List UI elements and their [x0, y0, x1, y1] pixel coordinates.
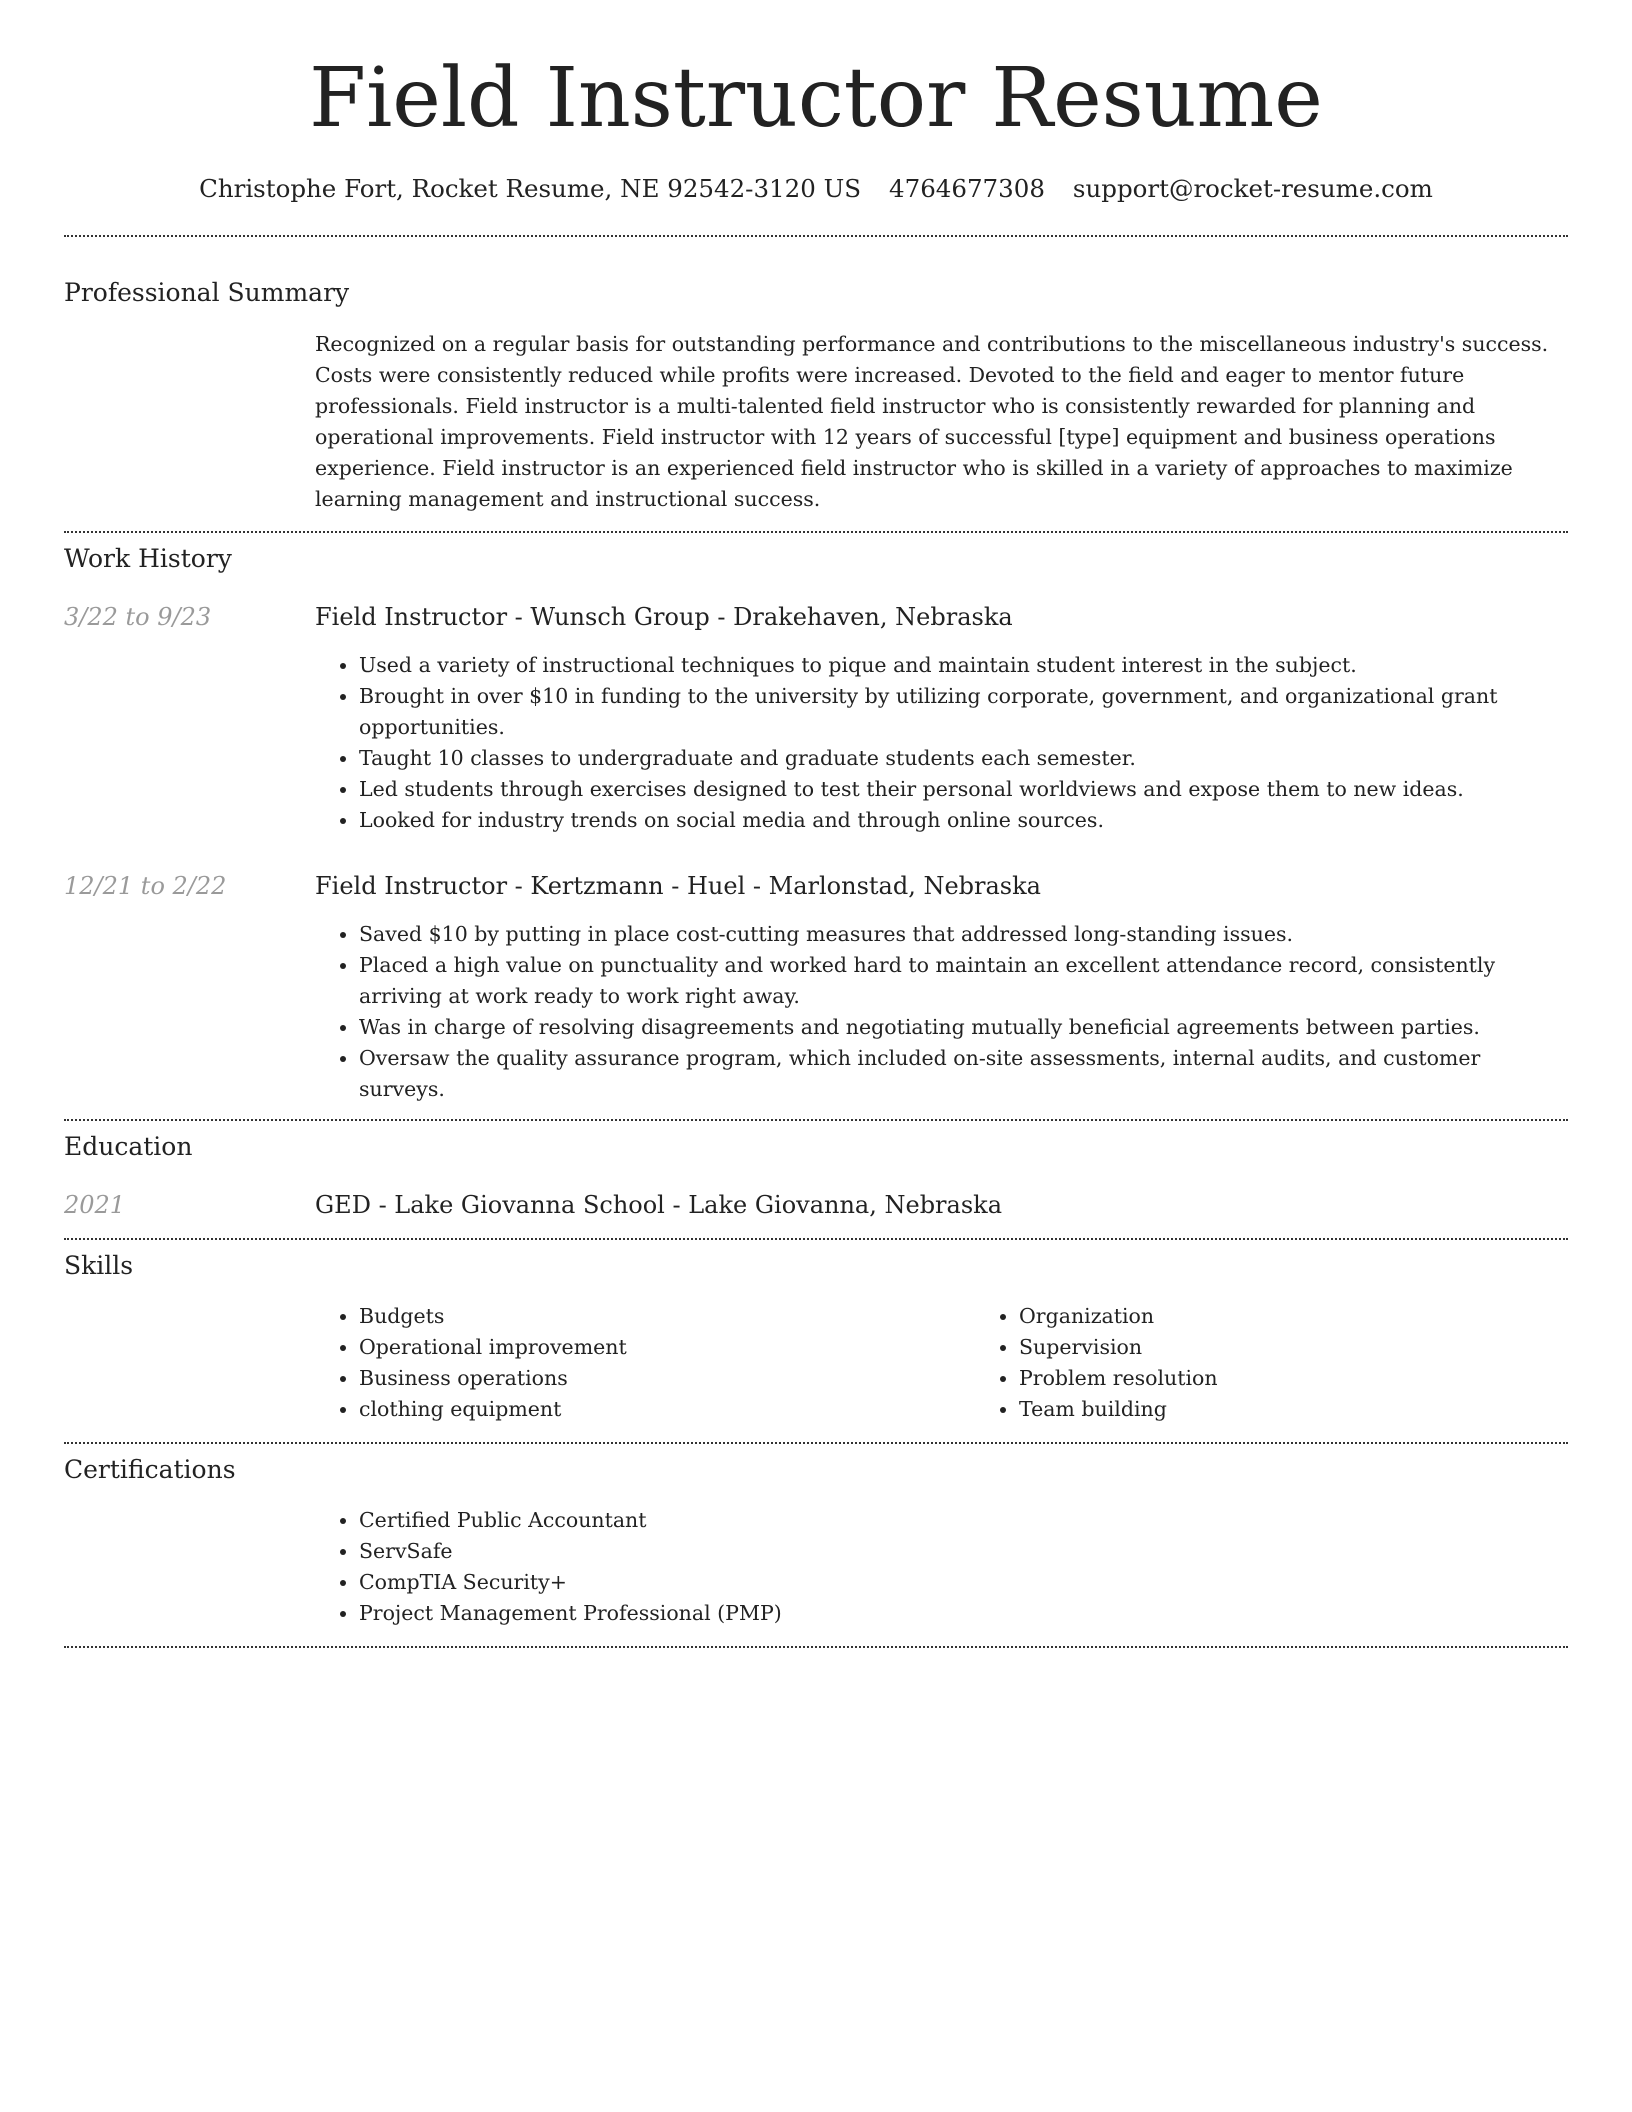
education-year: 2021	[64, 1191, 126, 1219]
education-details	[315, 1189, 1568, 1221]
certification-item: • Project Management Professional (PMP)	[359, 1598, 1568, 1629]
divider	[64, 235, 1568, 237]
skill-item: • Operational improvement	[359, 1332, 975, 1363]
skill-item: • Budgets	[359, 1301, 975, 1332]
divider	[64, 1119, 1568, 1121]
skills-heading: Skills	[64, 1251, 134, 1280]
job-details	[315, 870, 1568, 1105]
skills-list	[315, 1301, 975, 1425]
job-bullet: • Brought in over $10 in funding to the university by utilizing corporate, government, and organizational grant opportunities.	[359, 681, 1568, 743]
skills-spacer	[64, 1301, 315, 1425]
job-title: Field Instructor - Kertzmann - Huel - Marlonstad, Nebraska	[315, 872, 1041, 900]
skill-item: • clothing equipment	[359, 1394, 975, 1425]
job-bullets	[315, 919, 1568, 1105]
skill-item: • Problem resolution	[1019, 1363, 1632, 1394]
certifications-body	[315, 1505, 1568, 1629]
summary-text: Recognized on a regular basis for outstanding performance and contributions to the miscellaneous industry's success. Costs were consistently reduced while profits were increased. Devoted to the field and eager to mentor future professionals. Field instructor is a multi-talented field instructor who is consistently rewarded for planning and operational improvements. Field instructor with 12 years of successful [type] equipment and business operations experience. Field instructor is an experienced field instructor who is skilled in a variety of approaches to maximize learning management and instructional success.	[315, 332, 1549, 511]
skill-item: • Team building	[1019, 1394, 1632, 1425]
certifications-spacer	[64, 1505, 315, 1629]
skill-item: • Supervision	[1019, 1332, 1632, 1363]
certifications-list	[315, 1505, 1568, 1629]
job-bullets	[315, 650, 1568, 836]
skills-grid	[315, 1301, 1632, 1425]
summary-body	[315, 329, 1568, 515]
job-bullet: • Led students through exercises designed to test their personal worldviews and expose them to new ideas.	[359, 774, 1568, 805]
certification-item: • CompTIA Security+	[359, 1567, 1568, 1598]
job-bullet: • Looked for industry trends on social media and through online sources.	[359, 805, 1568, 836]
skill-item: • Organization	[1019, 1301, 1632, 1332]
job-entry	[64, 870, 1568, 1105]
job-dates: 3/22 to 9/23	[64, 603, 212, 631]
divider	[64, 1442, 1568, 1444]
job-dates: 12/21 to 2/22	[64, 872, 227, 900]
job-bullet: • Taught 10 classes to undergraduate and graduate students each semester.	[359, 743, 1568, 774]
skill-item: • Business operations	[359, 1363, 975, 1394]
certifications-heading: Certifications	[64, 1455, 236, 1484]
summary-row	[64, 329, 1568, 515]
summary-spacer	[64, 329, 315, 515]
resume-title: Field Instructor Resume	[309, 51, 1323, 146]
contact-address: Christophe Fort, Rocket Resume, NE 92542-3120 US	[199, 174, 862, 203]
education-heading: Education	[64, 1132, 193, 1161]
job-title: Field Instructor - Wunsch Group - Drakehaven, Nebraska	[315, 603, 1013, 631]
divider	[64, 1646, 1568, 1648]
job-details	[315, 601, 1568, 836]
summary-heading: Professional Summary	[64, 278, 350, 307]
job-bullet: • Oversaw the quality assurance program, which included on-site assessments, internal audits, and customer surveys.	[359, 1043, 1568, 1105]
education-entry	[64, 1189, 1568, 1221]
contact-email: support@rocket-resume.com	[1072, 174, 1433, 203]
job-bullet: • Used a variety of instructional techniques to pique and maintain student interest in the subject.	[359, 650, 1568, 681]
job-bullet: • Was in charge of resolving disagreements and negotiating mutually beneficial agreements between parties.	[359, 1012, 1568, 1043]
work-history-heading: Work History	[64, 544, 232, 573]
resume-page	[64, 0, 1568, 1648]
contact-line	[64, 174, 1568, 204]
education-degree: GED - Lake Giovanna School - Lake Giovanna, Nebraska	[315, 1191, 1002, 1219]
skills-row	[64, 1301, 1568, 1425]
certification-item: • Certified Public Accountant	[359, 1505, 1568, 1536]
job-entry	[64, 601, 1568, 836]
divider	[64, 1238, 1568, 1240]
skills-list	[975, 1301, 1632, 1425]
certification-item: • ServSafe	[359, 1536, 1568, 1567]
divider	[64, 531, 1568, 533]
job-bullet: • Saved $10 by putting in place cost-cutting measures that addressed long-standing issues.	[359, 919, 1568, 950]
job-bullet: • Placed a high value on punctuality and worked hard to maintain an excellent attendance record, consistently arriving at work ready to work right away.	[359, 950, 1568, 1012]
contact-phone: 4764677308	[889, 174, 1045, 203]
certifications-row	[64, 1505, 1568, 1629]
